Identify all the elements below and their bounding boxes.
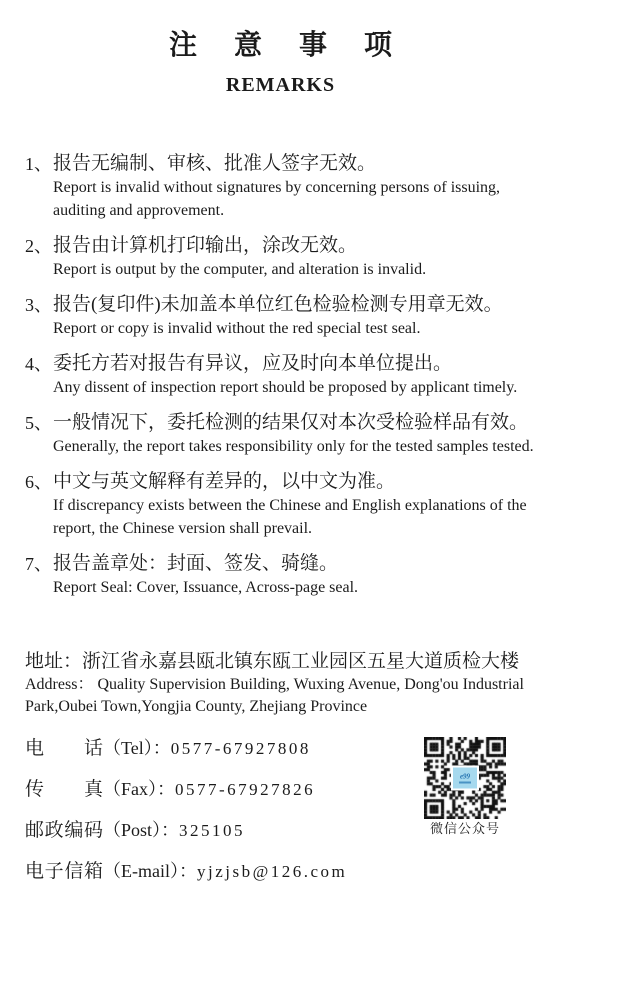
contact-row-email (25, 856, 623, 880)
contact-row-tel (25, 733, 623, 757)
remarks-list (25, 152, 570, 599)
contact-label: 电话 (25, 738, 103, 759)
item-number: 5、 (25, 413, 52, 433)
item-number: 1、 (25, 154, 52, 174)
item-text-zh: 报告盖章处：封面、签发、骑缝。 (53, 553, 339, 574)
item-text-zh: 报告(复印件)未加盖本单位红色检验检测专用章无效。 (53, 294, 503, 315)
remark-item-7 (25, 552, 570, 599)
contact-paren: （Post）： (103, 820, 180, 840)
item-text-zh: 委托方若对报告有异议，应及时向本单位提出。 (53, 353, 453, 374)
postal-code: 325105 (179, 821, 246, 840)
item-text-en: Generally, the report takes responsibility only for the tested samples tested. (53, 438, 534, 455)
item-number: 4、 (25, 354, 52, 374)
contact-row-post (25, 815, 623, 839)
contact-row-fax (25, 774, 623, 798)
page-title-en: REMARKS (225, 74, 336, 96)
contact-paren: （Fax）： (103, 779, 175, 799)
address-block (25, 649, 600, 718)
remark-item-4 (25, 352, 570, 399)
qr-logo-text: e99 (459, 772, 471, 780)
contact-label: 电子信箱 (25, 861, 103, 882)
item-number: 3、 (25, 295, 52, 315)
qr-center-logo (453, 768, 477, 789)
page-title-zh: 注意事项 (168, 30, 429, 61)
qr-logo-bar (459, 781, 471, 783)
item-text-zh: 中文与英文解释有差异的，以中文为准。 (53, 471, 396, 492)
wechat-qr-block (423, 737, 507, 836)
item-text-en: Report or copy is invalid without the red special test seal. (53, 320, 421, 337)
item-text-en: Report Seal: Cover, Issuance, Across-page seal. (53, 579, 359, 596)
contact-paren: （E-mail）： (103, 861, 197, 881)
remark-item-3 (25, 293, 570, 340)
qr-caption: 微信公众号 (429, 821, 500, 836)
remark-item-2 (25, 234, 570, 281)
contact-label: 传真 (25, 779, 103, 800)
item-text-en: Report is output by the computer, and alteration is invalid. (53, 261, 427, 278)
item-text-en: Report is invalid without signatures by concerning persons of issuing, auditing and approvement. (53, 179, 501, 219)
page-header (0, 30, 561, 96)
contact-label: 邮政编码 (25, 820, 103, 841)
item-number: 7、 (25, 554, 52, 574)
item-text-en: Any dissent of inspection report should be proposed by applicant timely. (53, 379, 518, 396)
item-text-zh: 报告无编制、审核、批准人签字无效。 (53, 153, 377, 174)
item-text-zh: 报告由计算机打印输出，涂改无效。 (53, 235, 358, 256)
item-number: 2、 (25, 236, 52, 256)
phone-number: 0577-67927808 (170, 739, 311, 758)
address-en: Address： Quality Supervision Building, Wuxing Avenue, Dong'ou Industrial Park,Oubei Town,Yongjia County, Zhejiang Province (25, 676, 524, 715)
contact-block (25, 733, 623, 880)
remark-item-5 (25, 411, 570, 458)
item-text-en: If discrepancy exists between the Chinese and English explanations of the report, the Chinese version shall prevail. (53, 497, 527, 537)
qr-wrap (424, 737, 506, 819)
contact-paren: （Tel）： (103, 738, 171, 758)
item-text-zh: 一般情况下，委托检测的结果仅对本次受检验样品有效。 (53, 412, 529, 433)
address-zh: 地址：浙江省永嘉县瓯北镇东瓯工业园区五星大道质检大楼 (25, 651, 520, 672)
fax-number: 0577-67927826 (175, 780, 316, 799)
email-address: yjzjsb@126.com (196, 862, 348, 881)
remark-item-1 (25, 152, 570, 222)
item-number: 6、 (25, 472, 52, 492)
remark-item-6 (25, 470, 570, 540)
